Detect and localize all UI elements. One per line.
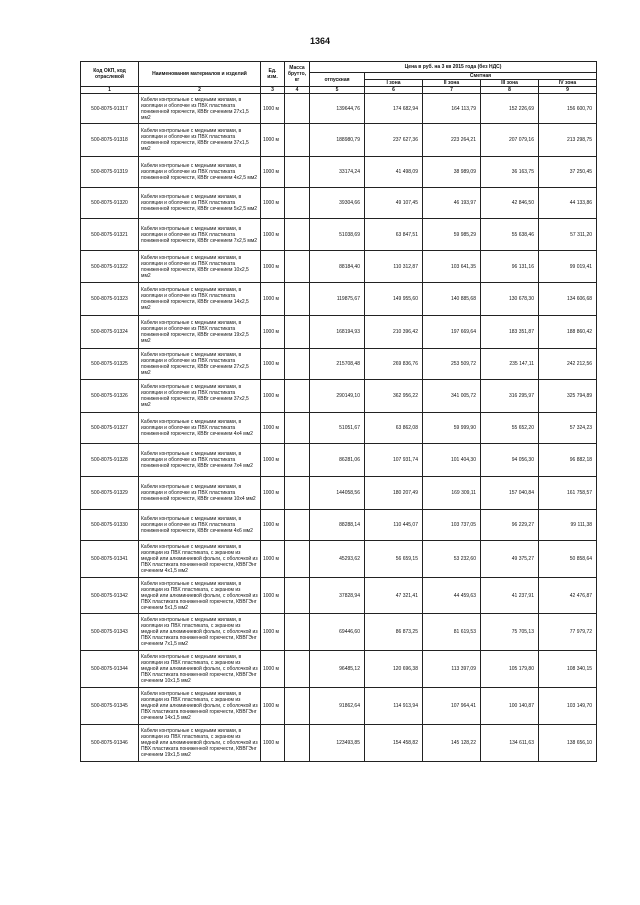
cell-mass [285, 283, 310, 316]
column-number: 6 [365, 87, 423, 94]
cell-mass [285, 614, 310, 651]
cell-zone-4-price: 161 758,57 [539, 477, 597, 510]
cell-mass [285, 316, 310, 349]
table-row [81, 157, 597, 188]
header-zone-2: II зона [423, 80, 481, 87]
cell-wholesale-price: 86281,06 [310, 444, 365, 477]
cell-wholesale-price: 69446,60 [310, 614, 365, 651]
cell-name: Кабели контрольные с медными жилами, в изоляции и оболочке из ПВХ пластиката пониженной горючести, КВВг сечением 4х2,5 мм2 [139, 157, 261, 188]
cell-zone-4-price: 57 324,23 [539, 413, 597, 444]
cell-unit: 1000 м [261, 251, 285, 283]
cell-unit: 1000 м [261, 725, 285, 762]
table-row [81, 94, 597, 124]
cell-zone-3-price: 235 147,11 [481, 349, 539, 380]
cell-unit: 1000 м [261, 510, 285, 541]
table-row [81, 124, 597, 157]
cell-unit: 1000 м [261, 614, 285, 651]
header-zone-1: I зона [365, 80, 423, 87]
header-unit: Ед. изм. [261, 62, 285, 87]
cell-zone-4-price: 44 133,86 [539, 188, 597, 219]
cell-code: 500-8075-91342 [81, 578, 139, 614]
cell-zone-3-price: 100 140,87 [481, 688, 539, 725]
column-number: 2 [139, 87, 261, 94]
cell-name: Кабели контрольные с медными жилами, в изоляции из ПВХ пластиката, с экраном из медной или алюминиевой фольги, с оболочкой из ПВХ пластиката пониженной горючести, КВВГЭнг сечением 5х1,5 мм2 [139, 578, 261, 614]
cell-wholesale-price: 37828,94 [310, 578, 365, 614]
cell-name: Кабели контрольные с медными жилами, в изоляции и оболочке из ПВХ пластиката пониженной горючести, КВВг сечением 5х2,5 мм2 [139, 188, 261, 219]
cell-name: Кабели контрольные с медными жилами, в изоляции и оболочке из ПВХ пластиката пониженной горючести, КВВг сечением 7х2,5 мм2 [139, 219, 261, 251]
table-row [81, 510, 597, 541]
cell-wholesale-price: 45293,62 [310, 541, 365, 578]
cell-zone-1-price: 86 873,25 [365, 614, 423, 651]
cell-zone-1-price: 47 321,41 [365, 578, 423, 614]
cell-zone-4-price: 134 606,68 [539, 283, 597, 316]
cell-zone-2-price: 81 619,53 [423, 614, 481, 651]
cell-wholesale-price: 144058,56 [310, 477, 365, 510]
cell-zone-1-price: 154 458,82 [365, 725, 423, 762]
cell-mass [285, 251, 310, 283]
cell-zone-3-price: 207 079,16 [481, 124, 539, 157]
cell-zone-2-price: 164 113,79 [423, 94, 481, 124]
cell-mass [285, 188, 310, 219]
cell-wholesale-price: 33174,24 [310, 157, 365, 188]
cell-zone-4-price: 213 298,75 [539, 124, 597, 157]
cell-zone-3-price: 75 705,13 [481, 614, 539, 651]
cell-code: 500-8075-91317 [81, 94, 139, 124]
cell-mass [285, 94, 310, 124]
table-row [81, 444, 597, 477]
cell-zone-3-price: 94 056,30 [481, 444, 539, 477]
cell-zone-2-price: 44 459,63 [423, 578, 481, 614]
column-number: 1 [81, 87, 139, 94]
cell-zone-2-price: 107 964,41 [423, 688, 481, 725]
cell-wholesale-price: 119875,67 [310, 283, 365, 316]
cell-wholesale-price: 91862,64 [310, 688, 365, 725]
cell-code: 500-8075-91341 [81, 541, 139, 578]
cell-zone-2-price: 59 999,90 [423, 413, 481, 444]
cell-zone-1-price: 362 956,22 [365, 380, 423, 413]
cell-code: 500-8075-91330 [81, 510, 139, 541]
cell-zone-3-price: 42 846,50 [481, 188, 539, 219]
cell-zone-2-price: 46 193,97 [423, 188, 481, 219]
header-zone-4: IV зона [539, 80, 597, 87]
cell-code: 500-8075-91327 [81, 413, 139, 444]
cell-zone-4-price: 188 860,42 [539, 316, 597, 349]
cell-unit: 1000 м [261, 349, 285, 380]
cell-code: 500-8075-91325 [81, 349, 139, 380]
cell-zone-4-price: 103 149,70 [539, 688, 597, 725]
cell-mass [285, 688, 310, 725]
cell-zone-2-price: 38 989,09 [423, 157, 481, 188]
cell-wholesale-price: 290149,10 [310, 380, 365, 413]
cell-name: Кабели контрольные с медными жилами, в изоляции и оболочке из ПВХ пластиката пониженной горючести, КВВг сечением 27х1,5 мм2 [139, 94, 261, 124]
cell-zone-1-price: 63 847,51 [365, 219, 423, 251]
cell-wholesale-price: 96485,12 [310, 651, 365, 688]
header-mass: Масса брутто, кг [285, 62, 310, 87]
table-row [81, 188, 597, 219]
cell-code: 500-8075-91323 [81, 283, 139, 316]
cell-zone-3-price: 41 237,91 [481, 578, 539, 614]
cell-zone-4-price: 50 858,64 [539, 541, 597, 578]
cell-zone-4-price: 108 340,15 [539, 651, 597, 688]
table-row [81, 725, 597, 762]
cell-zone-3-price: 152 226,69 [481, 94, 539, 124]
cell-name: Кабели контрольные с медными жилами, в изоляции и оболочке из ПВХ пластиката пониженной горючести, КВВг сечением 37х1,5 мм2 [139, 124, 261, 157]
cell-unit: 1000 м [261, 188, 285, 219]
cell-zone-4-price: 99 019,41 [539, 251, 597, 283]
cell-zone-1-price: 110 312,87 [365, 251, 423, 283]
cell-zone-2-price: 145 128,22 [423, 725, 481, 762]
cell-zone-3-price: 105 179,80 [481, 651, 539, 688]
page-number: 1364 [309, 36, 331, 46]
cell-unit: 1000 м [261, 283, 285, 316]
cell-unit: 1000 м [261, 477, 285, 510]
cell-zone-4-price: 96 882,18 [539, 444, 597, 477]
cell-wholesale-price: 88288,14 [310, 510, 365, 541]
cell-zone-1-price: 114 913,94 [365, 688, 423, 725]
table-row [81, 380, 597, 413]
table-row [81, 413, 597, 444]
cell-zone-2-price: 169 309,11 [423, 477, 481, 510]
cell-code: 500-8075-91319 [81, 157, 139, 188]
cell-name: Кабели контрольные с медными жилами, в изоляции и оболочке из ПВХ пластиката пониженной горючести, КВВг сечением 27х2,5 мм2 [139, 349, 261, 380]
cell-mass [285, 380, 310, 413]
cell-wholesale-price: 39304,66 [310, 188, 365, 219]
cell-zone-3-price: 96 229,27 [481, 510, 539, 541]
cell-zone-2-price: 197 669,64 [423, 316, 481, 349]
cell-zone-2-price: 140 885,68 [423, 283, 481, 316]
cell-zone-2-price: 101 404,30 [423, 444, 481, 477]
cell-code: 500-8075-91345 [81, 688, 139, 725]
header-code: Код ОКП, код отраслевой [81, 62, 139, 87]
cell-mass [285, 725, 310, 762]
cell-zone-2-price: 59 985,29 [423, 219, 481, 251]
column-number-row [81, 87, 597, 94]
table-row [81, 283, 597, 316]
cell-zone-1-price: 41 498,09 [365, 157, 423, 188]
cell-unit: 1000 м [261, 157, 285, 188]
cell-code: 500-8075-91318 [81, 124, 139, 157]
table-row [81, 316, 597, 349]
cell-name: Кабели контрольные с медными жилами, в изоляции и оболочке из ПВХ пластиката пониженной горючести, КВВг сечением 37х2,5 мм2 [139, 380, 261, 413]
table-row [81, 578, 597, 614]
table-row [81, 477, 597, 510]
cell-code: 500-8075-91343 [81, 614, 139, 651]
cell-wholesale-price: 168194,93 [310, 316, 365, 349]
cell-unit: 1000 м [261, 94, 285, 124]
cell-mass [285, 578, 310, 614]
cell-zone-1-price: 174 682,94 [365, 94, 423, 124]
table-body [81, 94, 597, 762]
cell-mass [285, 651, 310, 688]
cell-name: Кабели контрольные с медными жилами, в изоляции и оболочке из ПВХ пластиката пониженной горючести, КВВг сечением 4х6 мм2 [139, 510, 261, 541]
cell-unit: 1000 м [261, 124, 285, 157]
cell-zone-2-price: 341 005,72 [423, 380, 481, 413]
cell-zone-3-price: 157 040,84 [481, 477, 539, 510]
cell-zone-1-price: 210 396,42 [365, 316, 423, 349]
column-number: 5 [310, 87, 365, 94]
cell-wholesale-price: 123493,85 [310, 725, 365, 762]
cell-unit: 1000 м [261, 380, 285, 413]
header-price-title: Цена в руб. на 3 кв 2015 года (без НДС) [310, 62, 597, 73]
cell-zone-3-price: 96 131,16 [481, 251, 539, 283]
table-row [81, 688, 597, 725]
cell-mass [285, 157, 310, 188]
cell-zone-4-price: 57 311,20 [539, 219, 597, 251]
cell-wholesale-price: 51038,69 [310, 219, 365, 251]
cell-zone-1-price: 63 862,08 [365, 413, 423, 444]
cell-mass [285, 477, 310, 510]
cell-unit: 1000 м [261, 413, 285, 444]
cell-unit: 1000 м [261, 316, 285, 349]
table-row [81, 251, 597, 283]
cell-zone-4-price: 37 250,45 [539, 157, 597, 188]
cell-name: Кабели контрольные с медными жилами, в изоляции из ПВХ пластиката, с экраном из медной или алюминиевой фольги, с оболочкой из ПВХ пластиката пониженной горючести, КВВГЭнг сечением 19х1,5 мм2 [139, 725, 261, 762]
cell-zone-1-price: 110 445,07 [365, 510, 423, 541]
cell-zone-3-price: 183 351,87 [481, 316, 539, 349]
table-row [81, 614, 597, 651]
column-number: 9 [539, 87, 597, 94]
cell-zone-2-price: 103 737,05 [423, 510, 481, 541]
cell-mass [285, 541, 310, 578]
cell-zone-4-price: 42 476,87 [539, 578, 597, 614]
cell-code: 500-8075-91344 [81, 651, 139, 688]
cell-code: 500-8075-91346 [81, 725, 139, 762]
cell-code: 500-8075-91320 [81, 188, 139, 219]
cell-code: 500-8075-91322 [81, 251, 139, 283]
cell-wholesale-price: 139644,76 [310, 94, 365, 124]
cell-zone-1-price: 237 627,36 [365, 124, 423, 157]
cell-wholesale-price: 51051,67 [310, 413, 365, 444]
cell-name: Кабели контрольные с медными жилами, в изоляции и оболочке из ПВХ пластиката пониженной горючести, КВВг сечением 19х2,5 мм2 [139, 316, 261, 349]
cell-zone-3-price: 55 638,46 [481, 219, 539, 251]
cell-unit: 1000 м [261, 219, 285, 251]
cell-zone-2-price: 53 232,60 [423, 541, 481, 578]
cell-zone-1-price: 269 836,76 [365, 349, 423, 380]
cell-mass [285, 219, 310, 251]
cell-code: 500-8075-91324 [81, 316, 139, 349]
cell-zone-3-price: 49 375,27 [481, 541, 539, 578]
cell-code: 500-8075-91321 [81, 219, 139, 251]
cell-zone-4-price: 77 979,72 [539, 614, 597, 651]
cell-zone-2-price: 103 641,35 [423, 251, 481, 283]
cell-unit: 1000 м [261, 651, 285, 688]
cell-zone-1-price: 56 659,15 [365, 541, 423, 578]
cell-code: 500-8075-91328 [81, 444, 139, 477]
cell-mass [285, 444, 310, 477]
cell-unit: 1000 м [261, 444, 285, 477]
cell-code: 500-8075-91329 [81, 477, 139, 510]
cell-zone-3-price: 316 295,97 [481, 380, 539, 413]
cell-zone-3-price: 130 678,30 [481, 283, 539, 316]
column-number: 4 [285, 87, 310, 94]
cell-zone-1-price: 149 955,60 [365, 283, 423, 316]
cell-zone-1-price: 49 107,45 [365, 188, 423, 219]
cell-name: Кабели контрольные с медными жилами, в изоляции и оболочке из ПВХ пластиката пониженной горючести, КВВг сечением 4х4 мм2 [139, 413, 261, 444]
cell-wholesale-price: 88184,40 [310, 251, 365, 283]
header-zone-3: III зона [481, 80, 539, 87]
table-row [81, 349, 597, 380]
table-row [81, 651, 597, 688]
cell-unit: 1000 м [261, 578, 285, 614]
cell-zone-3-price: 36 163,75 [481, 157, 539, 188]
cell-zone-2-price: 253 509,72 [423, 349, 481, 380]
cell-zone-4-price: 242 212,56 [539, 349, 597, 380]
cell-zone-2-price: 223 264,21 [423, 124, 481, 157]
header-estimated: Сметная [365, 73, 597, 80]
cell-zone-2-price: 113 397,09 [423, 651, 481, 688]
cell-mass [285, 413, 310, 444]
column-number: 8 [481, 87, 539, 94]
cell-zone-4-price: 325 794,89 [539, 380, 597, 413]
cell-mass [285, 349, 310, 380]
cell-wholesale-price: 215708,48 [310, 349, 365, 380]
cell-name: Кабели контрольные с медными жилами, в изоляции и оболочке из ПВХ пластиката пониженной горючести, КВВг сечением 7х4 мм2 [139, 444, 261, 477]
cell-unit: 1000 м [261, 688, 285, 725]
table-row [81, 219, 597, 251]
cell-zone-1-price: 180 207,49 [365, 477, 423, 510]
cell-unit: 1000 м [261, 541, 285, 578]
cell-zone-4-price: 99 111,38 [539, 510, 597, 541]
cell-zone-1-price: 120 696,38 [365, 651, 423, 688]
cell-wholesale-price: 188980,79 [310, 124, 365, 157]
cell-zone-4-price: 138 656,10 [539, 725, 597, 762]
cell-code: 500-8075-91326 [81, 380, 139, 413]
header-name: Наименования материалов и изделий [139, 62, 261, 87]
column-number: 7 [423, 87, 481, 94]
cell-name: Кабели контрольные с медными жилами, в изоляции из ПВХ пластиката, с экраном из медной или алюминиевой фольги, с оболочкой из ПВХ пластиката пониженной горючести, КВВГЭнг сечением 14х1,5 мм2 [139, 688, 261, 725]
cell-name: Кабели контрольные с медными жилами, в изоляции из ПВХ пластиката, с экраном из медной или алюминиевой фольги, с оболочкой из ПВХ пластиката пониженной горючести, КВВГЭнг сечением 4х1,5 мм2 [139, 541, 261, 578]
cell-name: Кабели контрольные с медными жилами, в изоляции из ПВХ пластиката, с экраном из медной или алюминиевой фольги, с оболочкой из ПВХ пластиката пониженной горючести, КВВГЭнг сечением 7х1,5 мм2 [139, 614, 261, 651]
header-wholesale: отпускная [310, 73, 365, 87]
column-number: 3 [261, 87, 285, 94]
cell-mass [285, 510, 310, 541]
cell-zone-1-price: 107 931,74 [365, 444, 423, 477]
cell-mass [285, 124, 310, 157]
price-table [80, 61, 597, 762]
cell-name: Кабели контрольные с медными жилами, в изоляции и оболочке из ПВХ пластиката пониженной горючести, КВВг сечением 10х2,5 мм2 [139, 251, 261, 283]
cell-name: Кабели контрольные с медными жилами, в изоляции и оболочке из ПВХ пластиката пониженной горючести, КВВг сечением 10х4 мм2 [139, 477, 261, 510]
cell-zone-3-price: 55 652,20 [481, 413, 539, 444]
cell-name: Кабели контрольные с медными жилами, в изоляции и оболочке из ПВХ пластиката пониженной горючести, КВВг сечением 14х2,5 мм2 [139, 283, 261, 316]
table-row [81, 541, 597, 578]
cell-zone-4-price: 156 600,70 [539, 94, 597, 124]
cell-name: Кабели контрольные с медными жилами, в изоляции из ПВХ пластиката, с экраном из медной или алюминиевой фольги, с оболочкой из ПВХ пластиката пониженной горючести, КВВГЭнг сечением 10х1,5 мм2 [139, 651, 261, 688]
cell-zone-3-price: 134 611,63 [481, 725, 539, 762]
